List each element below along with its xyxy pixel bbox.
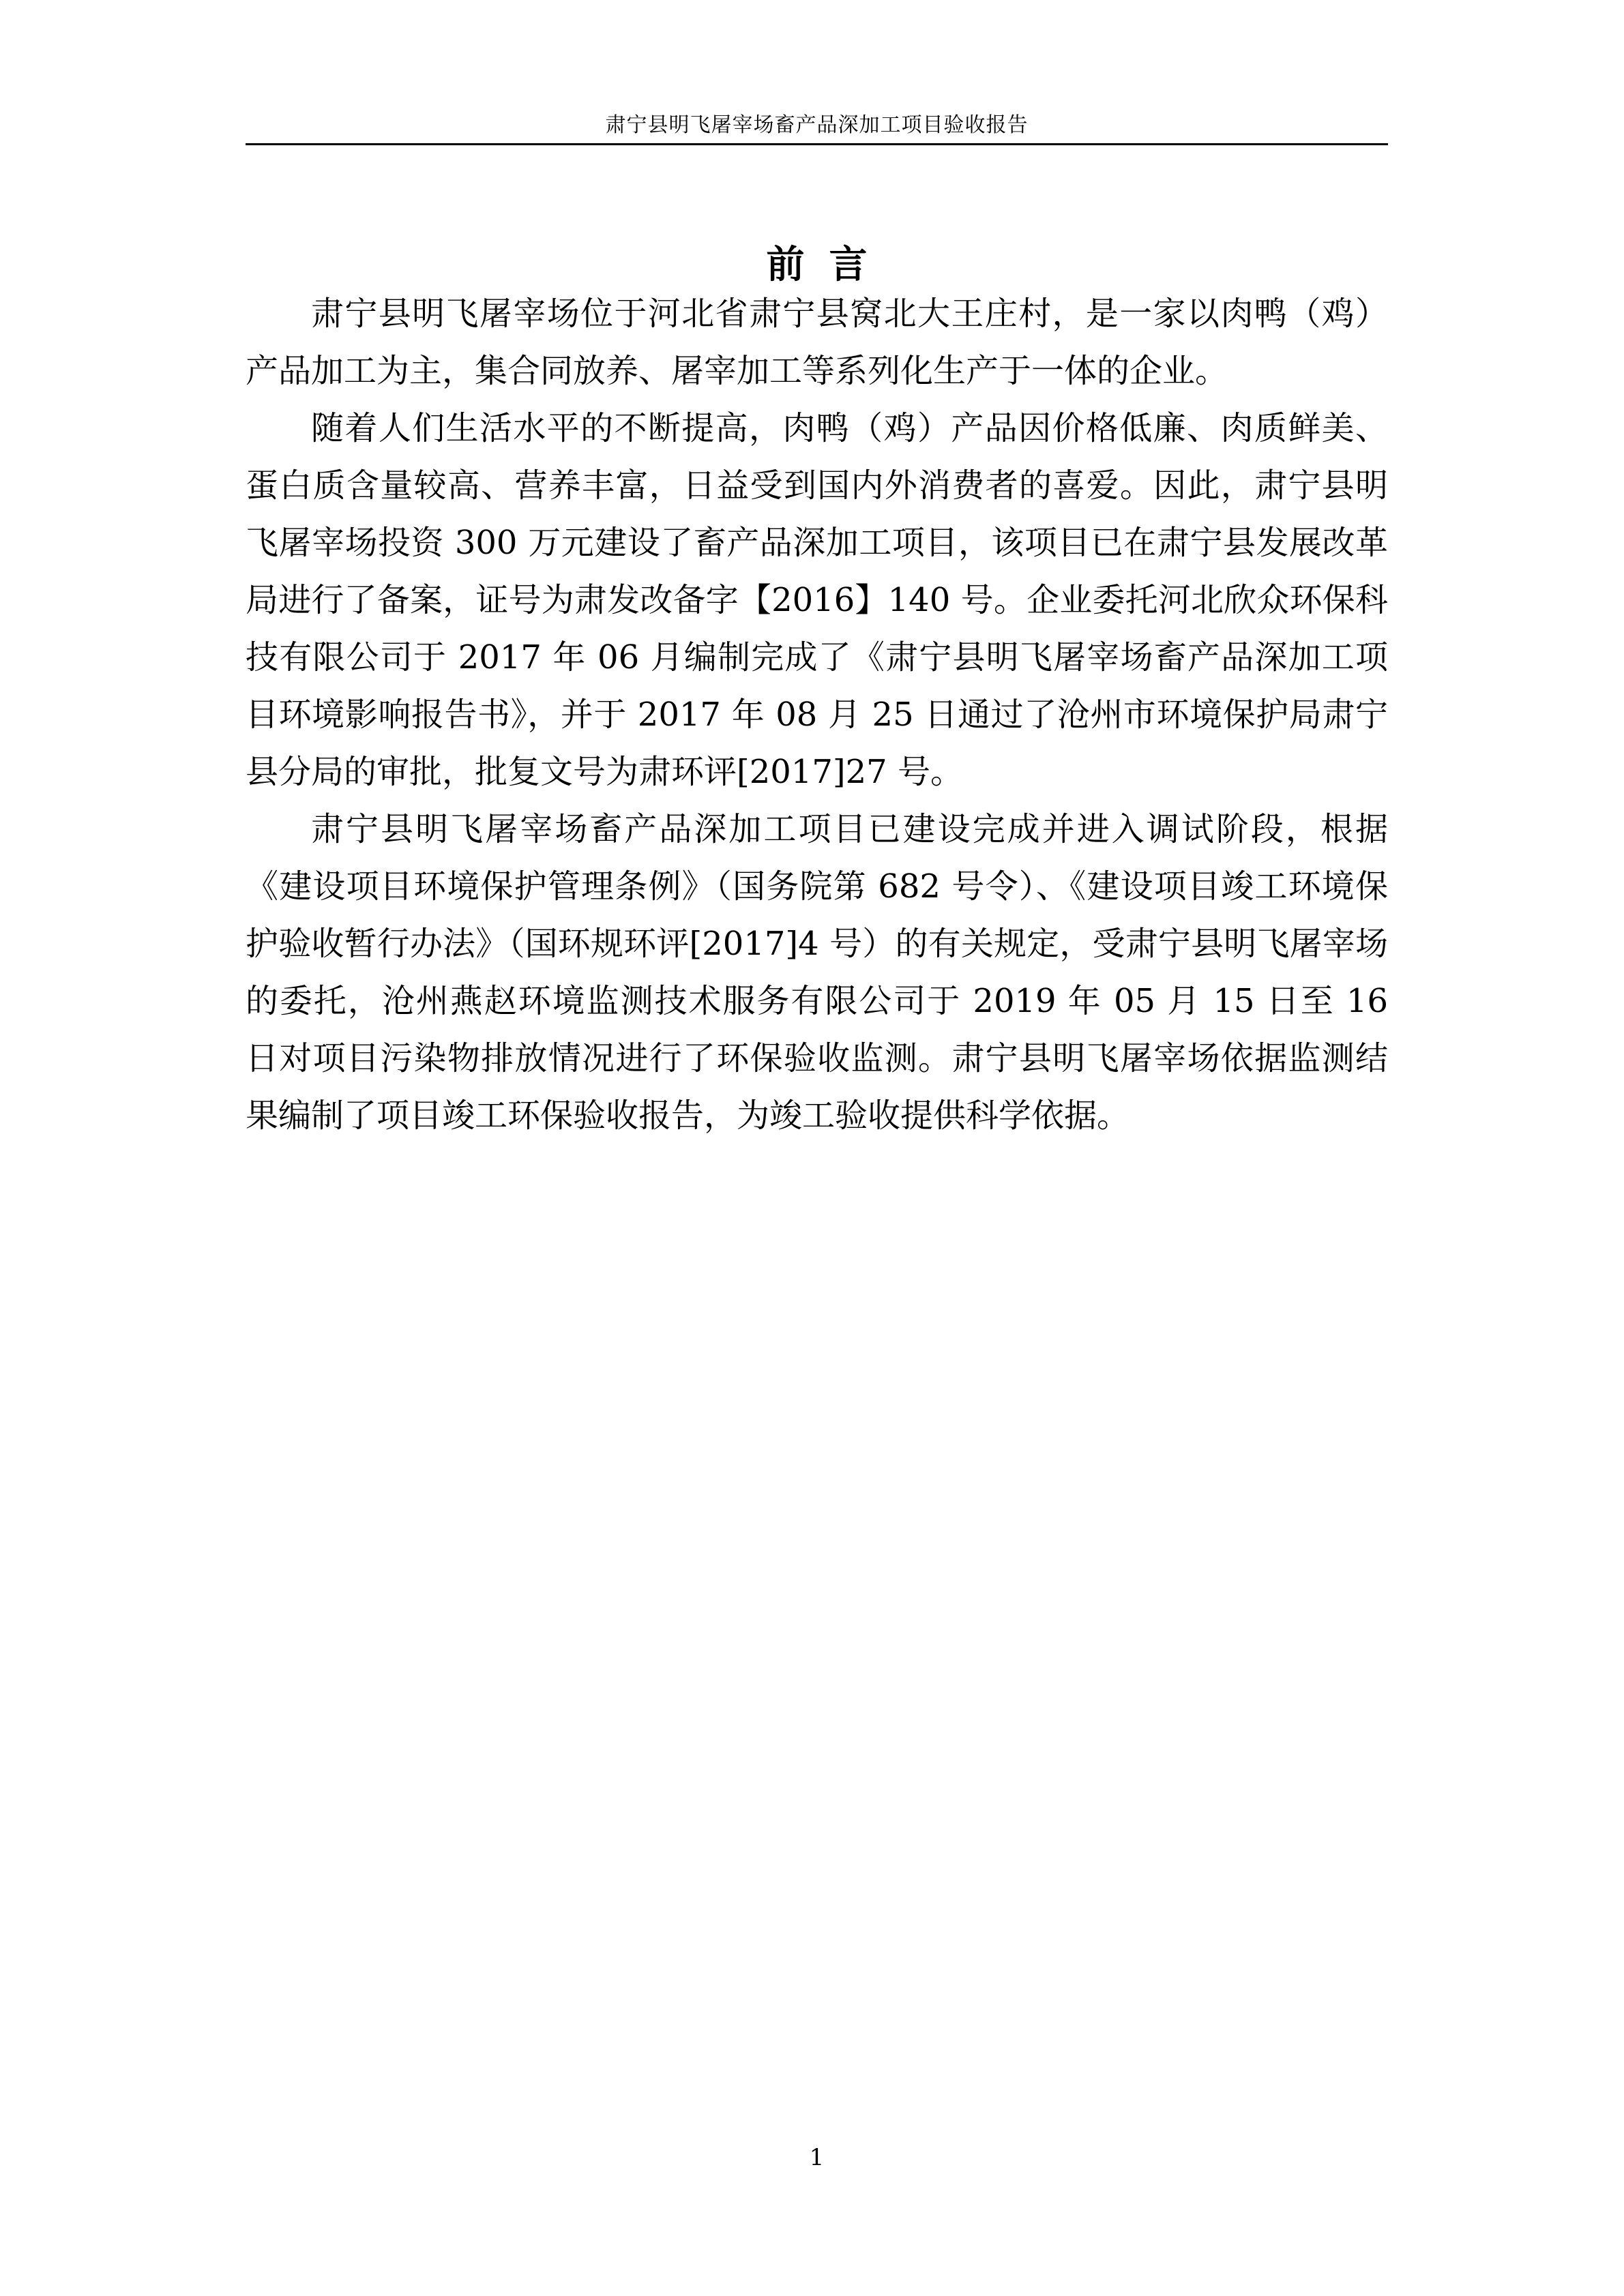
running-header: 肃宁县明飞屠宰场畜产品深加工项目验收报告 [605, 113, 1029, 137]
paragraph-1: 肃宁县明飞屠宰场位于河北省肃宁县窝北大王庄村，是一家以肉鸭（鸡）产品加工为主，集合同放养、屠宰加工等系列化生产于一体的企业。 [246, 295, 1388, 390]
paragraph-2: 随着人们生活水平的不断提高，肉鸭（鸡）产品因价格低廉、肉质鲜美、蛋白质含量较高、营养丰富，日益受到国内外消费者的喜爱。因此，肃宁县明飞屠宰场投资 300 万元建设了畜产品深加工项目，该项目已在肃宁县发展改革局进行了备案，证号为肃发改备字【2016】140 号。企业委托河北欣众环保科技有限公司于 2017 年 06 月编制完成了《肃宁县明飞屠宰场畜产品深加工项目环境影响报告书》，并于 2017 年 08 月 25 日通过了沧州市环境保护局肃宁县分局的审批，批复文号为肃环评[2017]27 号。 [246, 409, 1388, 791]
page-number: 1 [809, 2144, 825, 2171]
paragraph-3: 肃宁县明飞屠宰场畜产品深加工项目已建设完成并进入调试阶段，根据《建设项目环境保护管理条例》（国务院第 682 号令）、《建设项目竣工环境保护验收暂行办法》（国环规环评[2017]4 号）的有关规定，受肃宁县明飞屠宰场的委托，沧州燕赵环境监测技术服务有限公司于 2019 年 05 月 15 日至 16 日对项目污染物排放情况进行了环保验收监测。肃宁县明飞屠宰场依据监测结果编制了项目竣工环保验收报告，为竣工验收提供科学依据。 [246, 810, 1388, 1135]
section-title: 前言 [766, 241, 892, 287]
body-text [246, 285, 1388, 1144]
header-divider [246, 143, 1388, 145]
